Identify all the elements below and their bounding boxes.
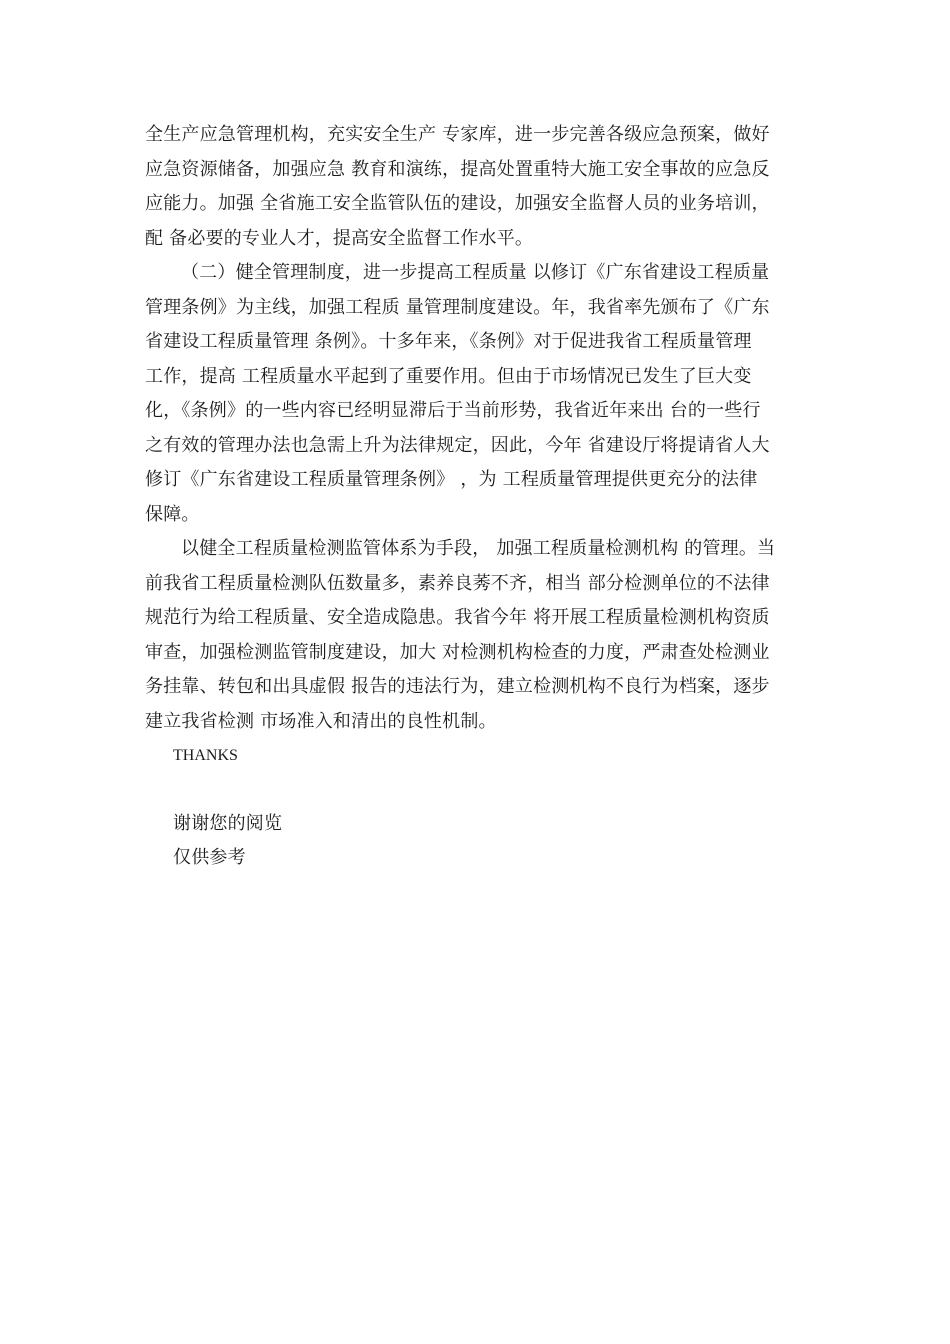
document-body	[145, 118, 810, 875]
text-line: 应能力。加强 全省施工安全监管队伍的建设，加强安全监督人员的业务培训，	[145, 193, 770, 214]
text-line: 应急资源储备，加强应急 教育和演练，提高处置重特大施工安全事故的应急反	[145, 158, 770, 180]
closing-line-for-reference: 仅供参考	[173, 847, 246, 868]
text-line: 化，《条例》的一些内容已经明显滞后于当前形势，我省近年来出 台的一些行	[145, 400, 761, 421]
text-line: 配 备必要的专业人才，提高安全监督工作水平。	[145, 227, 534, 249]
closing-line-thanks-for-reading: 谢谢您的阅览	[173, 813, 283, 834]
paragraph-quality-management	[145, 256, 810, 532]
text-line: 省建设工程质量管理 条例》。十多年来，《条例》对于促进我省工程质量管理	[145, 331, 752, 352]
text-line: 保障。	[145, 503, 200, 525]
text-line: 审查，加强检测监管制度建设，加大 对检测机构检查的力度，严肃查处检测业	[145, 641, 770, 663]
paragraph-emergency-management	[145, 118, 810, 256]
thanks-text: THANKS	[173, 747, 238, 764]
text-line: 管理条例》为主线，加强工程质 量管理制度建设。年，我省率先颁布了《广东	[145, 296, 770, 318]
text-line: 工作，提高 工程质量水平起到了重要作用。但由于市场情况已发生了巨大变	[145, 365, 752, 387]
text-line: （二）健全管理制度，进一步提高工程质量 以修订《广东省建设工程质量	[181, 262, 770, 283]
text-line: 建立我省检测 市场准入和清出的良性机制。	[145, 710, 497, 732]
text-line: 务挂靠、转包和出具虚假 报告的违法行为，建立检测机构不良行为档案，逐步	[145, 676, 770, 697]
paragraph-inspection-supervision	[145, 532, 810, 739]
text-line: 规范行为给工程质量、安全造成隐患。我省今年 将开展工程质量检测机构资质	[145, 607, 770, 628]
text-line: 修订《广东省建设工程质量管理条例》 ，为 工程质量管理提供更充分的法律	[145, 469, 758, 490]
closing-notes	[145, 807, 810, 875]
text-line: 前我省工程质量检测队伍数量多，素养良莠不齐，相当 部分检测单位的不法律	[145, 572, 770, 594]
text-line: 之有效的管理办法也急需上升为法律规定，因此，今年 省建设厅将提请省人大	[145, 434, 770, 456]
text-line: 全生产应急管理机构，充实安全生产 专家库，进一步完善各级应急预案，做好	[145, 124, 770, 145]
text-line: 以健全工程质量检测监管体系为手段， 加强工程质量检测机构 的管理。当	[181, 538, 776, 559]
